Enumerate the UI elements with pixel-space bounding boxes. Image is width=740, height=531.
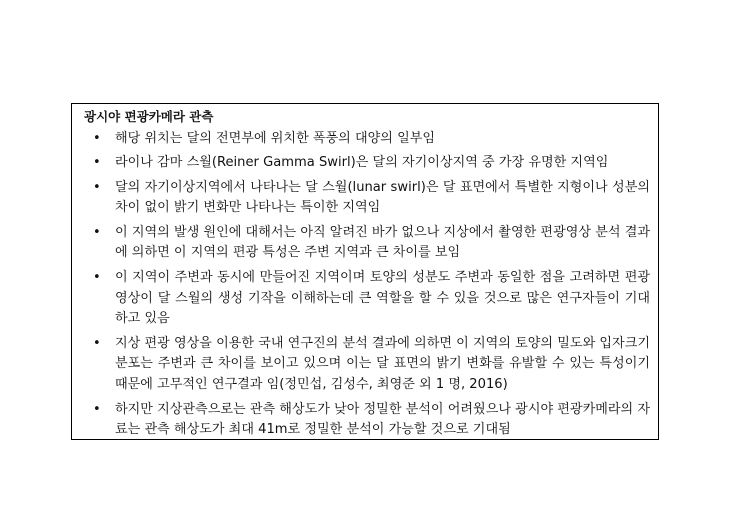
bullet-icon: • bbox=[93, 179, 101, 195]
list-item-text: 라이나 감마 스월(Reiner Gamma Swirl)은 달의 자기이상지역 중 가장 유명한 지역임 bbox=[115, 155, 609, 171]
list-item-text: 해당 위치는 달의 전면부에 위치한 폭풍의 대양의 일부임 bbox=[115, 131, 436, 146]
bullet-icon: • bbox=[93, 401, 101, 417]
bullet-icon: • bbox=[93, 131, 101, 146]
list-item bbox=[84, 400, 650, 442]
list-item-text: 달의 자기이상지역에서 나타나는 달 스월(lunar swirl)은 달 표면에서 특별한 지형이나 성분의 차이 없이 밝기 변화만 나타나는 특이한 지역임 bbox=[115, 179, 650, 216]
bullet-icon: • bbox=[93, 224, 101, 240]
content-box bbox=[71, 103, 659, 440]
list-item bbox=[84, 153, 650, 174]
list-item bbox=[84, 129, 650, 150]
list-item-text: 지상 편광 영상을 이용한 국내 연구진의 분석 결과에 의하면 이 지역의 토양의 밀도와 입자크기 분포는 주변과 큰 차이를 보이고 있으며 이는 달 표면의 밝기 변화를 유발할 수 있는 특성이기 때문에 고무적인 연구결과 임(정민섭, 김성수, 최영준 외 1 명, 2016) bbox=[115, 335, 650, 393]
bullet-icon: • bbox=[93, 155, 101, 171]
list-item-text: 이 지역이 주변과 동시에 만들어진 지역이며 토양의 성분도 주변과 동일한 점을 고려하면 편광영상이 달 스월의 생성 기작을 이해하는데 큰 역할을 할 수 있을 것으로 많은 연구자들이 기대하고 있음 bbox=[115, 269, 650, 327]
list-item-text: 하지만 지상관측으로는 관측 해상도가 낮아 정밀한 분석이 어려웠으나 광시야 편광카메라의 자료는 관측 해상도가 최대 41m로 정밀한 분석이 가능할 것으로 기대됨 bbox=[115, 401, 650, 438]
list-item bbox=[84, 178, 650, 220]
section-title: 광시야 편광카메라 관측 bbox=[84, 109, 214, 124]
list-item bbox=[84, 334, 650, 396]
list-item-text: 이 지역의 발생 원인에 대해서는 아직 알려진 바가 없으나 지상에서 촬영한 편광영상 분석 결과에 의하면 이 지역의 편광 특성은 주변 지역과 큰 차이를 보임 bbox=[115, 224, 650, 261]
list-item bbox=[84, 268, 650, 330]
bullet-icon: • bbox=[93, 335, 101, 351]
list-item bbox=[84, 223, 650, 265]
bullet-list bbox=[84, 129, 650, 441]
bullet-icon: • bbox=[93, 269, 101, 285]
